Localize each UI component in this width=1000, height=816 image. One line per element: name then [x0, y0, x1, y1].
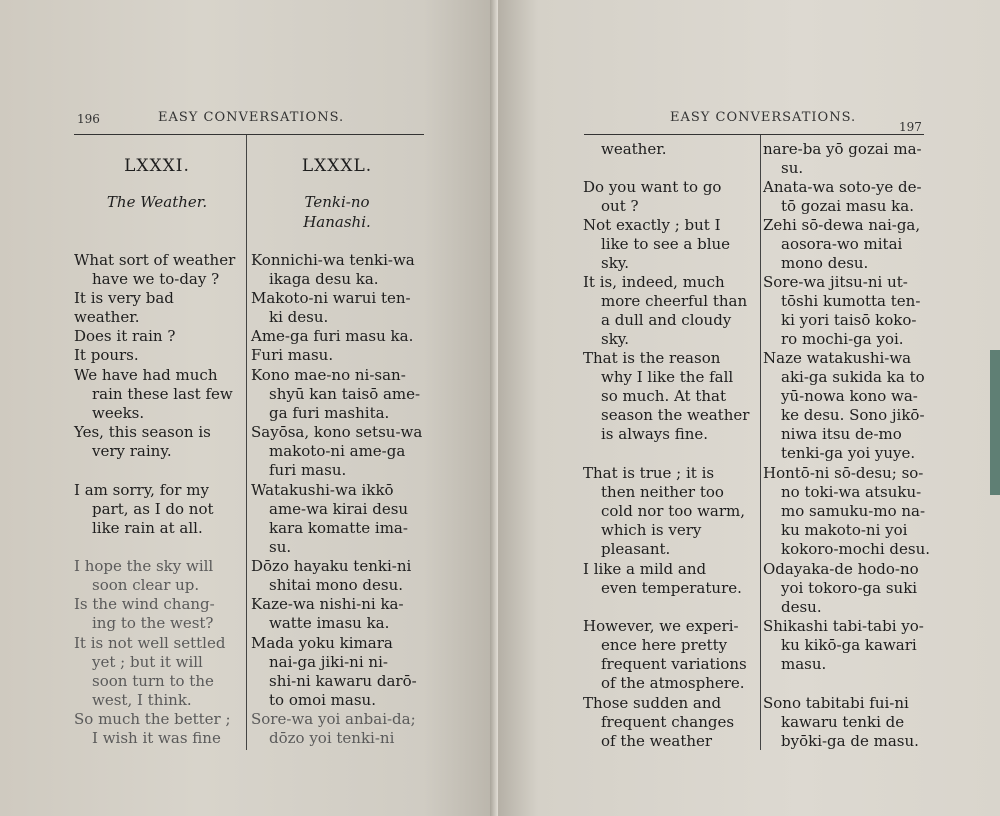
- japanese-line: to omoi masu.: [269, 691, 376, 709]
- japanese-line: no toki-wa atsuku-: [781, 483, 922, 501]
- japanese-title-line2: Hanashi.: [303, 213, 371, 231]
- japanese-line: makoto-ni ame-ga: [269, 442, 406, 460]
- japanese-line: masu.: [781, 655, 827, 673]
- japanese-line: mono desu.: [781, 254, 869, 272]
- english-line: Is the wind chang-: [74, 595, 215, 613]
- japanese-line: tōshi kumotta ten-: [781, 292, 921, 310]
- page-number-right: 197: [899, 120, 922, 134]
- header-rule-right: [584, 134, 924, 135]
- japanese-heading: LXXXL.: [301, 156, 373, 176]
- english-heading: LXXXI.: [124, 156, 190, 176]
- english-line: ence here pretty: [601, 636, 728, 654]
- japanese-line: nare-ba yō gozai ma-: [763, 140, 922, 158]
- japanese-line: Sono tabitabi fui-ni: [763, 694, 909, 712]
- english-line: season the weather: [601, 406, 750, 424]
- japanese-line: tō gozai masu ka.: [781, 197, 914, 215]
- japanese-line: shitai mono desu.: [269, 576, 404, 594]
- english-line: We have had much: [74, 366, 218, 384]
- english-line: so much. At that: [601, 387, 727, 405]
- japanese-line: watte imasu ka.: [269, 614, 390, 632]
- japanese-line: Zehi sō-dewa nai-ga,: [763, 216, 921, 234]
- english-line: What sort of weather: [74, 251, 236, 269]
- english-line: soon clear up.: [92, 576, 200, 594]
- japanese-line: aki-ga sukida ka to: [781, 368, 925, 386]
- japanese-line: byōki-ga de masu.: [781, 732, 919, 750]
- english-line: then neither too: [601, 483, 724, 501]
- english-line: It is very bad weather.: [74, 289, 174, 326]
- english-line: I like a mild and: [583, 560, 707, 578]
- japanese-line: Kono mae-no ni-san-: [251, 366, 406, 384]
- left-page: [0, 0, 498, 816]
- japanese-line: kokoro-mochi desu.: [781, 540, 930, 558]
- bookmark-tab: [990, 350, 1000, 495]
- japanese-line: Shikashi tabi-tabi yo-: [763, 617, 924, 635]
- japanese-line: Watakushi-wa ikkō: [251, 481, 394, 499]
- japanese-line: kara komatte ima-: [269, 519, 408, 537]
- japanese-line: kawaru tenki de: [781, 713, 905, 731]
- japanese-line: ki yori taisō koko-: [781, 311, 917, 329]
- english-line: Those sudden and: [583, 694, 722, 712]
- japanese-line: Anata-wa soto-ye de-: [763, 178, 922, 196]
- japanese-line: Naze watakushi-wa: [763, 349, 912, 367]
- english-line: It pours.: [74, 346, 139, 364]
- english-line: more cheerful than: [601, 292, 748, 310]
- english-line: very rainy.: [92, 442, 172, 460]
- english-line: pleasant.: [601, 540, 671, 558]
- japanese-line: mo samuku-mo na-: [781, 502, 926, 520]
- english-line: Do you want to go: [583, 178, 722, 196]
- japanese-line: yū-nowa kono wa-: [781, 387, 918, 405]
- japanese-line: yoi tokoro-ga suki: [781, 579, 918, 597]
- english-line: I am sorry, for my: [74, 481, 209, 499]
- japanese-line: Ame-ga furi masu ka.: [251, 327, 414, 345]
- japanese-line: ku makoto-ni yoi: [781, 521, 908, 539]
- english-line: I wish it was fine: [92, 729, 221, 747]
- english-line: of the weather: [601, 732, 713, 750]
- japanese-line: tenki-ga yoi yuye.: [781, 444, 916, 462]
- japanese-line: Furi masu.: [251, 346, 334, 364]
- japanese-line: shyū kan taisō ame-: [269, 385, 421, 403]
- english-line: It is not well settled: [74, 634, 226, 652]
- running-head: EASY CONVERSATIONS.: [158, 110, 345, 125]
- japanese-title-line1: Tenki-no: [304, 193, 370, 211]
- english-line: west, I think.: [92, 691, 192, 709]
- japanese-line: Makoto-ni warui ten-: [251, 289, 411, 307]
- japanese-line: niwa itsu de-mo: [781, 425, 902, 443]
- japanese-line: Hontō-ni sō-desu; so-: [763, 464, 924, 482]
- english-line: It is, indeed, much: [583, 273, 725, 291]
- japanese-line: Dōzo hayaku tenki-ni: [251, 557, 412, 575]
- english-title: The Weather.: [106, 193, 208, 211]
- japanese-line: ame-wa kirai desu: [269, 500, 409, 518]
- header-rule: [74, 134, 424, 135]
- english-line: like to see a blue: [601, 235, 731, 253]
- english-line: out ?: [601, 197, 639, 215]
- english-line: of the atmosphere.: [601, 674, 745, 692]
- japanese-line: Mada yoku kimara: [251, 634, 393, 652]
- japanese-line: su.: [781, 159, 804, 177]
- english-line: weather.: [601, 140, 667, 158]
- page-number: 196: [77, 112, 100, 126]
- english-line: weeks.: [92, 404, 145, 422]
- japanese-line: Kaze-wa nishi-ni ka-: [251, 595, 404, 613]
- english-line: yet ; but it will: [92, 653, 203, 671]
- english-line: So much the better ;: [74, 710, 231, 728]
- english-line: rain these last few: [92, 385, 233, 403]
- english-line: cold nor too warm,: [601, 502, 746, 520]
- running-head-right: EASY CONVERSATIONS.: [670, 110, 857, 125]
- english-line: That is the reason: [583, 349, 721, 367]
- english-line: which is very: [601, 521, 702, 539]
- english-line: ing to the west?: [92, 614, 214, 632]
- japanese-line: aosora-wo mitai: [781, 235, 903, 253]
- english-line: frequent changes: [601, 713, 735, 731]
- japanese-line: su.: [269, 538, 292, 556]
- english-line: frequent variations: [601, 655, 747, 673]
- english-line: why I like the fall: [601, 368, 734, 386]
- english-line: Does it rain ?: [74, 327, 176, 345]
- english-line: I hope the sky will: [74, 557, 214, 575]
- english-line: soon turn to the: [92, 672, 214, 690]
- english-line: sky.: [601, 254, 630, 272]
- japanese-line: Konnichi-wa tenki-wa: [251, 251, 415, 269]
- english-line: part, as I do not: [92, 500, 214, 518]
- japanese-line: ga furi mashita.: [269, 404, 390, 422]
- japanese-line: Sayōsa, kono setsu-wa: [251, 423, 423, 441]
- english-line: That is true ; it is: [583, 464, 715, 482]
- english-line: like rain at all.: [92, 519, 203, 537]
- english-line: is always fine.: [601, 425, 709, 443]
- japanese-line: Odayaka-de hodo-no: [763, 560, 919, 578]
- english-line: Yes, this season is: [74, 423, 211, 441]
- english-line: sky.: [601, 330, 630, 348]
- english-line: Not exactly ; but I: [583, 216, 721, 234]
- japanese-line: nai-ga jiki-ni ni-: [269, 653, 388, 671]
- japanese-line: shi-ni kawaru darō-: [269, 672, 417, 690]
- japanese-line: dōzo yoi tenki-ni: [269, 729, 395, 747]
- japanese-line: furi masu.: [269, 461, 347, 479]
- english-line: even temperature.: [601, 579, 742, 597]
- japanese-line: ki desu.: [269, 308, 329, 326]
- japanese-line: ke desu. Sono jikō-: [781, 406, 925, 424]
- japanese-line: ku kikō-ga kawari: [781, 636, 917, 654]
- japanese-line: desu.: [781, 598, 822, 616]
- japanese-line: ikaga desu ka.: [269, 270, 379, 288]
- english-line: have we to-day ?: [92, 270, 220, 288]
- japanese-line: Sore-wa yoi anbai-da;: [251, 710, 416, 728]
- english-line: However, we experi-: [583, 617, 739, 635]
- english-line: a dull and cloudy: [601, 311, 732, 329]
- japanese-line: ro mochi-ga yoi.: [781, 330, 904, 348]
- japanese-line: Sore-wa jitsu-ni ut-: [763, 273, 908, 291]
